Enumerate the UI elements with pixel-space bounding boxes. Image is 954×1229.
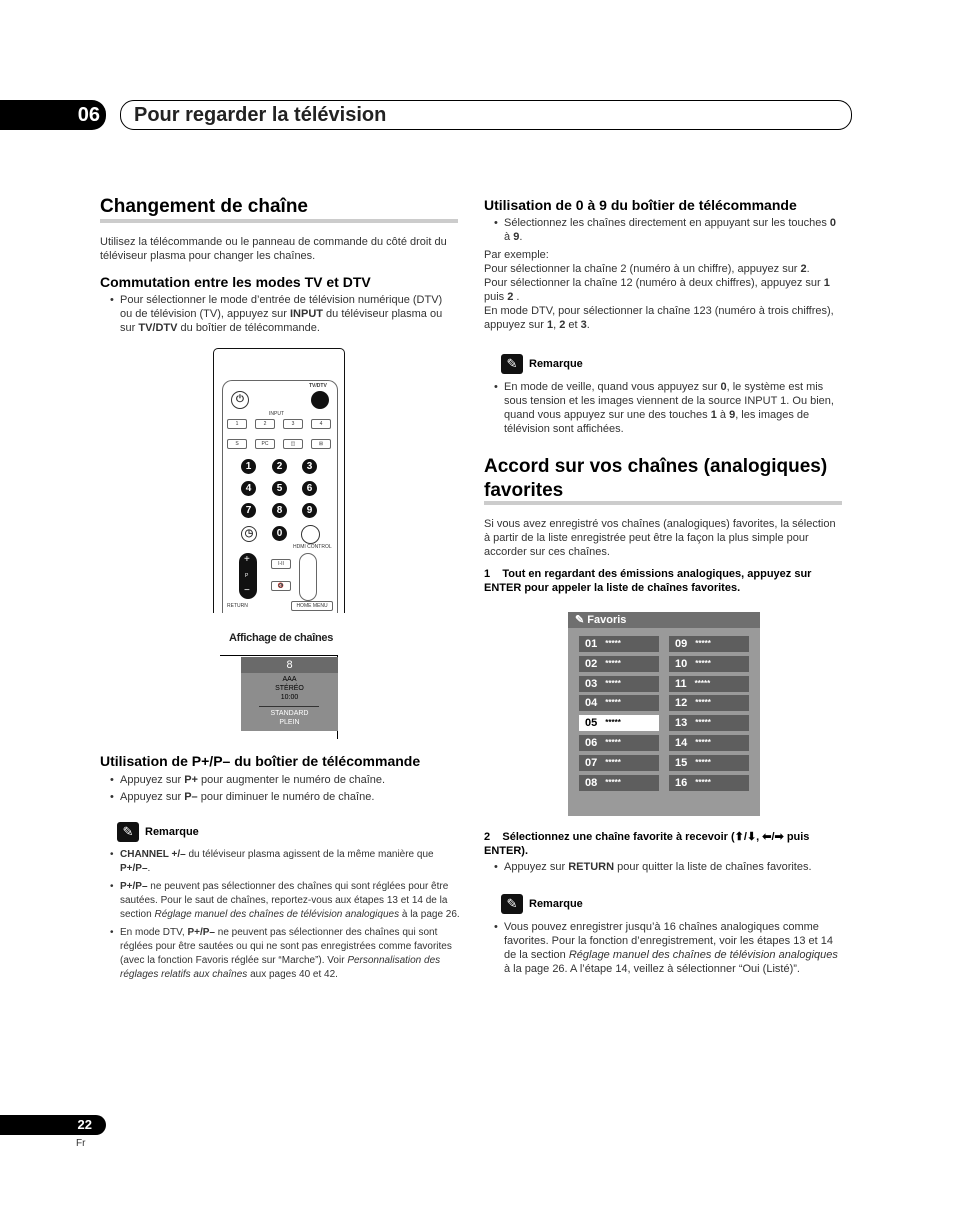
favorite-channel-name: ***** (605, 718, 621, 728)
heading-rule (100, 219, 458, 223)
plus-icon: + (244, 554, 250, 565)
remarque-right-1: ✎ Remarque (501, 354, 583, 374)
remote-control (222, 380, 338, 613)
favorite-channel-cell[interactable] (669, 775, 749, 791)
list-item: • Appuyez sur P+ pour augmenter le numéro de chaîne. (100, 773, 450, 787)
favorite-channel-name: ***** (605, 678, 621, 688)
power-icon: ⏻ (231, 391, 249, 409)
favorite-channel-cell[interactable] (579, 755, 659, 771)
digit-8-button: 8 (272, 503, 287, 518)
favorite-channel-name: ***** (695, 639, 711, 648)
chapter-number: 06 (0, 100, 106, 130)
mode-button: ◫ (283, 439, 303, 449)
digit-4-button: 4 (241, 481, 256, 496)
display-name: AAA (282, 676, 297, 683)
s-button: S (227, 439, 247, 449)
favorite-channel-number: 09 (675, 638, 688, 650)
favorite-channel-cell[interactable] (669, 755, 749, 771)
digit-1-button: 1 (241, 459, 256, 474)
list-item: • Sélectionnez les chaînes directement en appuyant sur les touches 0 à 9. (484, 216, 844, 244)
list-item: • Appuyez sur P– pour diminuer le numéro de chaîne. (100, 790, 450, 804)
remarque-left: ✎ Remarque (117, 822, 199, 842)
favorite-channel-cell[interactable] (579, 676, 659, 692)
screen-button: ⊞ (311, 439, 331, 449)
favorite-channel-number: 06 (585, 737, 598, 749)
tvdtv-button (311, 391, 329, 409)
intro-text: Utilisez la télécommande ou le panneau de commande du côté droit du téléviseur plasma pour changer les chaînes. (100, 236, 447, 262)
favorite-channel-number: 07 (585, 756, 598, 769)
favorite-channel-cell[interactable] (669, 735, 749, 751)
heading-0-9: Utilisation de 0 à 9 du boîtier de télécommande (484, 197, 797, 213)
favorite-channel-number: 12 (675, 697, 688, 710)
tvdtv-label: TV/DTV (309, 383, 327, 389)
mute-button: 🔇 (271, 581, 291, 591)
favorite-channel-number: 16 (675, 776, 688, 789)
list-item: • P+/P– ne peuvent pas sélectionner des chaînes qui sont réglées pour être sautées. Pour le saut de chaînes, reportez-vous aux étapes 13 et 14 de la section Réglage manuel des chaînes de télévision analogiques à la page 26. (100, 880, 460, 922)
accord-text: Si vous avez enregistré vos chaînes (analogiques) favorites, la sélection à partir de la liste enregistrée peut être la façon la plus simple pour accorder sur ces chaînes. (484, 518, 836, 558)
favorite-channel-name: ***** (605, 777, 621, 787)
favorite-channel-number: 10 (675, 657, 688, 670)
page-number: 22 (0, 1115, 106, 1135)
digit-9-button: 9 (302, 503, 317, 518)
input-2-button: 2 (255, 419, 275, 429)
note-pencil-icon: ✎ (501, 354, 523, 374)
digits-list (484, 216, 844, 244)
favorite-channel-number: 08 (585, 776, 598, 789)
pencil-icon: ✎ (575, 614, 585, 626)
favorite-channel-name: ***** (695, 698, 711, 708)
favorite-channel-name: ***** (695, 718, 711, 728)
hdmi-button (301, 525, 320, 544)
favorite-channel-number: 01 (585, 638, 598, 650)
favorite-channel-number: 04 (585, 697, 598, 710)
channel-display (241, 657, 338, 731)
favorite-channel-cell[interactable] (669, 636, 749, 652)
display-screen-mode: PLEIN (279, 719, 300, 726)
display-divider (259, 706, 319, 707)
favorite-channel-name: ***** (694, 678, 711, 688)
remarque-left-list (100, 848, 460, 982)
favorite-channel-name: ***** (695, 658, 711, 668)
digit-0-button: 0 (272, 526, 287, 541)
page-language: Fr (76, 1138, 86, 1149)
favorite-channel-name: ***** (695, 738, 711, 747)
hdmi-label: HDMI CONTROL (293, 544, 332, 550)
input-1-button: 1 (227, 419, 247, 429)
favorite-channel-name: ***** (695, 777, 711, 787)
list-item: • Pour sélectionner le mode d’entrée de télévision numérique (DTV) ou de télévision (TV), appuyez sur INPUT du téléviseur plasma ou sur TV/DTV du boîtier de télécommande. (100, 293, 450, 335)
note-pencil-icon: ✎ (501, 894, 523, 914)
favorite-channel-cell[interactable] (579, 636, 659, 652)
display-picture-mode: STANDARD (270, 710, 309, 717)
favorite-channel-number: 11 (675, 677, 687, 690)
favorites-panel (568, 612, 760, 816)
heading-accord: Accord sur vos chaînes (analogiques) favorites (484, 456, 828, 501)
digit-5-button: 5 (272, 481, 287, 496)
favorite-channel-cell[interactable] (579, 715, 659, 731)
digit-6-button: 6 (302, 481, 317, 496)
favorite-channel-number: 03 (585, 677, 598, 690)
favorite-channel-cell[interactable] (669, 695, 749, 711)
chapter-title: Pour regarder la télévision (134, 104, 387, 126)
favorite-channel-cell[interactable] (579, 695, 659, 711)
example-block: Par exemple: Pour sélectionner la chaîne 2 (numéro à un chiffre), appuyez sur 2. Pour sélectionner la chaîne 12 (numéro à deux chiffres), appuyez sur 1 puis 2 . En mode DTV, pour sélectionner la chaîne 123 (numéro à trois chiffres), appuyez sur 1, 2 et 3. (484, 249, 834, 331)
remarque-right-1-list (484, 380, 846, 436)
channel-rocker (239, 553, 257, 599)
list-item: • CHANNEL +/– du téléviseur plasma agissent de la même manière que P+/P–. (100, 848, 460, 876)
favorite-channel-cell[interactable] (579, 775, 659, 791)
favorite-channel-cell[interactable] (579, 656, 659, 672)
favorite-channel-name: ***** (605, 738, 621, 747)
heading-changement: Changement de chaîne (100, 196, 308, 217)
list-item: • En mode DTV, P+/P– ne peuvent pas sélectionner des chaînes qui sont réglées pour être sautées ou qui ne sont pas enregistrées comme favorites (avec la fonction Favoris réglée sur “Marche”). Voir Personnalisation des réglages relatifs aux chaînes aux pages 40 et 42. (100, 926, 460, 982)
input-3-button: 3 (283, 419, 303, 429)
display-channel-number: 8 (241, 657, 338, 673)
input-4-button: 4 (311, 419, 331, 429)
favorite-channel-cell[interactable] (579, 735, 659, 751)
favorite-channel-name: ***** (605, 658, 621, 668)
pc-button: PC (255, 439, 275, 449)
favorite-channel-name: ***** (605, 698, 621, 708)
heading-commutation: Commutation entre les modes TV et DTV (100, 274, 371, 290)
volume-rocker (299, 553, 317, 601)
digit-7-button: 7 (241, 503, 256, 518)
minus-icon: − (244, 585, 250, 596)
audio-button: I-II (271, 559, 291, 569)
display-caption: Affichage de chaînes (229, 632, 334, 644)
commutation-list (100, 293, 450, 335)
return-label: RETURN (227, 603, 248, 609)
favorite-channel-cell[interactable] (669, 656, 749, 672)
favorite-channel-number: 02 (585, 657, 598, 670)
favorite-channel-name: ***** (695, 757, 711, 767)
favorite-channel-number: 15 (675, 756, 688, 769)
favorite-channel-name: ***** (605, 757, 621, 767)
input-label: INPUT (269, 411, 284, 417)
favorites-header: ✎ Favoris (568, 612, 760, 628)
heading-rule (484, 501, 842, 505)
favorite-channel-name: ***** (605, 639, 621, 648)
step-2: 2 Sélectionnez une chaîne favorite à recevoir (⬆/⬇, ⬅/➡ puis ENTER). (484, 831, 810, 857)
favorite-channel-number: 05 (585, 717, 598, 730)
sleep-icon: ◷ (241, 526, 257, 542)
remarque-right-2: ✎ Remarque (501, 894, 583, 914)
favorite-channel-number: 14 (675, 737, 688, 749)
favorite-channel-cell[interactable] (669, 676, 749, 692)
digit-2-button: 2 (272, 459, 287, 474)
display-time: 10:00 (280, 694, 299, 701)
note-pencil-icon: ✎ (117, 822, 139, 842)
favorite-channel-number: 13 (675, 717, 688, 730)
favorite-channel-cell[interactable] (669, 715, 749, 731)
list-item: • En mode de veille, quand vous appuyez sur 0, le système est mis sous tension et les images viennent de la source INPUT 1. Ou bien, quand vous appuyez sur une des touches 1 à 9, les images de télévision sont affichées. (484, 380, 846, 436)
display-audio: STÉRÉO (275, 685, 304, 692)
list-item: • Appuyez sur RETURN pour quitter la liste de chaînes favorites. (484, 860, 846, 874)
list-item: • Vous pouvez enregistrer jusqu’à 16 chaînes analogiques comme favorites. Pour la fonction d’enregistrement, voir les étapes 13 et 14 de la section Réglage manuel des chaînes de télévision analogiques à la page 26. A l’étape 14, veillez à sélectionner “Oui (Listé)”. (484, 920, 844, 976)
digit-3-button: 3 (302, 459, 317, 474)
step-2-list (484, 860, 846, 874)
home-menu-button: HOME MENU (291, 601, 333, 611)
p-label: P (245, 573, 249, 579)
step-1: 1 Tout en regardant des émissions analogiques, appuyez sur ENTER pour appeler la liste de chaînes favorites. (484, 568, 812, 594)
remarque-right-2-list (484, 920, 844, 976)
pplus-list (100, 773, 450, 804)
heading-pplus: Utilisation de P+/P– du boîtier de télécommande (100, 753, 421, 769)
